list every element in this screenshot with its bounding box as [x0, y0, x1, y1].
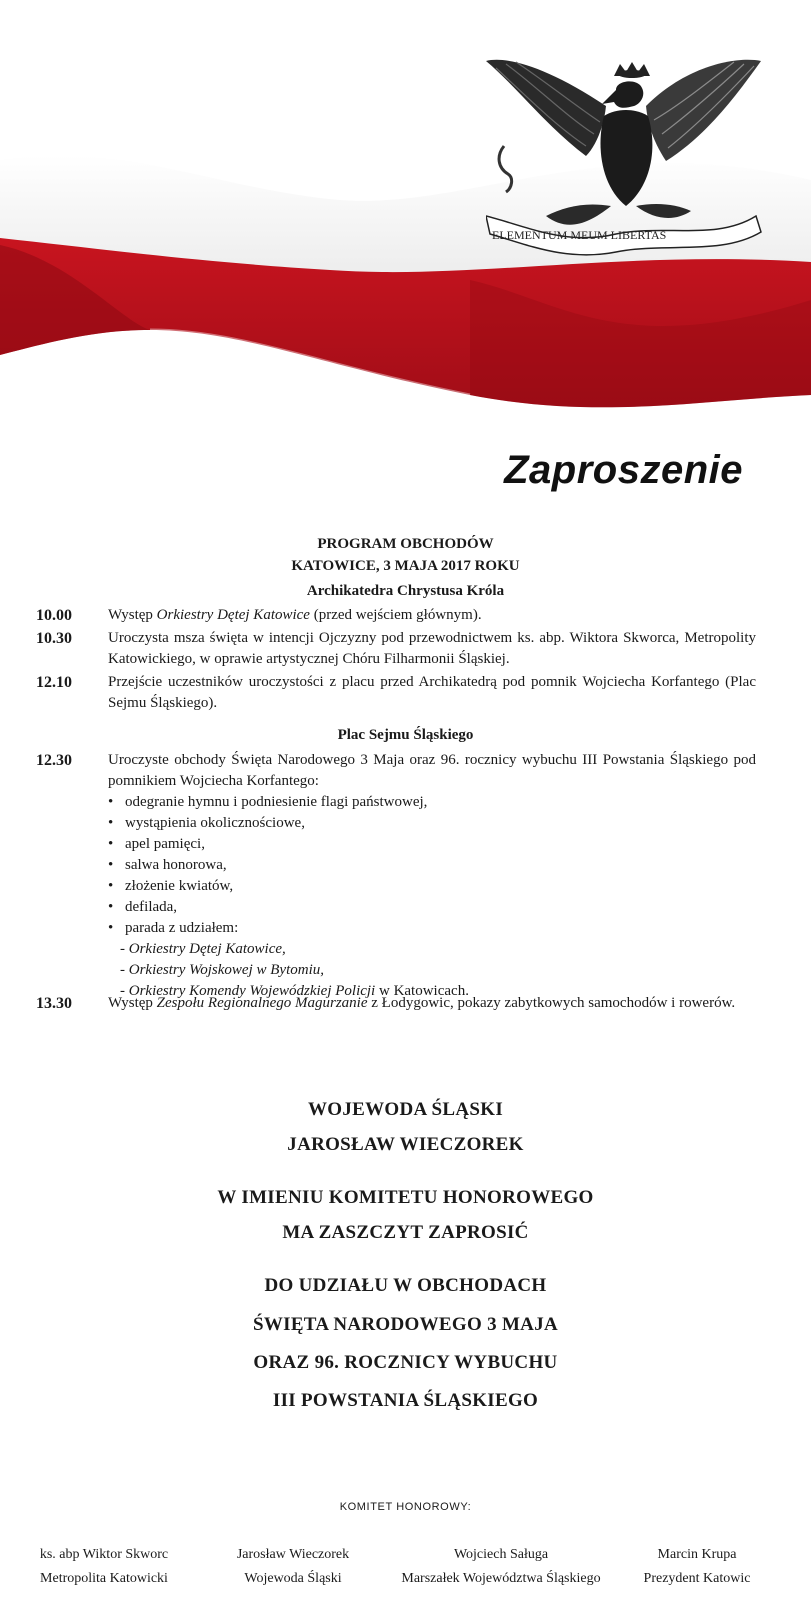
event-time: 12.30	[36, 752, 72, 769]
event-time: 12.10	[36, 674, 72, 691]
program-date: KATOWICE, 3 MAJA 2017 ROKU	[291, 558, 520, 574]
event-description: Przejście uczestników uroczystości z placu przed Archikatedrą pod pomnik Wojciecha Korfantego (Plac Sejmu Śląskiego).	[108, 674, 756, 711]
list-item: • odegranie hymnu i podniesienie flagi państwowej,	[108, 792, 748, 813]
member-role: Marszałek Województwa Śląskiego	[401, 1571, 601, 1586]
emblem-motto: ELEMENTUM MEUM LIBERTAS	[492, 228, 667, 242]
committee-member	[193, 1543, 393, 1591]
invitation-title: Zaproszenie	[504, 448, 743, 492]
member-role: Prezydent Katowic	[643, 1571, 751, 1586]
committee-member	[597, 1543, 797, 1591]
invitation-line: W IMIENIU KOMITETU HONOROWEGO	[217, 1187, 594, 1208]
list-item: • apel pamięci,	[108, 834, 748, 855]
member-name: Jarosław Wieczorek	[236, 1547, 350, 1562]
host-name: JAROSŁAW WIECZOREK	[287, 1134, 524, 1155]
member-name: ks. abp Wiktor Skworc	[39, 1547, 169, 1562]
member-name: Marcin Krupa	[657, 1547, 737, 1562]
event-time: 10.30	[36, 630, 72, 647]
member-role: Wojewoda Śląski	[244, 1571, 342, 1586]
list-item: • salwa honorowa,	[108, 855, 748, 876]
venue-heading: Plac Sejmu Śląskiego	[337, 727, 474, 743]
event-description: Uroczyste obchody Święta Narodowego 3 Maja oraz 96. rocznicy wybuchu III Powstania Śląskiego pod pomnikiem Wojciecha Korfantego:	[108, 752, 756, 789]
parade-item: - Orkiestry Wojskowej w Bytomiu,	[120, 962, 325, 978]
list-item: • parada z udziałem:	[108, 918, 748, 939]
list-item: • złożenie kwiatów,	[108, 876, 748, 897]
event-description: Występ Orkiestry Dętej Katowice (przed wejściem głównym).	[108, 607, 482, 623]
parade-item: - Orkiestry Komendy Wojewódzkiej Policji w Katowicach.	[120, 983, 469, 999]
crowned-eagle-icon	[486, 56, 776, 271]
event-time: 10.00	[36, 607, 72, 624]
invitation-line: ŚWIĘTA NARODOWEGO 3 MAJA	[252, 1314, 559, 1335]
list-item: • defilada,	[108, 897, 748, 918]
program-heading: PROGRAM OBCHODÓW	[317, 536, 494, 552]
program-row	[36, 993, 756, 1014]
venue-heading: Archikatedra Chrystusa Króla	[306, 583, 505, 599]
program-row	[36, 605, 756, 626]
event-time: 13.30	[36, 995, 72, 1012]
event-description: Uroczysta msza święta w intencji Ojczyzny pod przewodnictwem ks. abp. Wiktora Skworca, Metropolity Katowickiego, w oprawie artystycznej Chóru Filharmonii Śląskiej.	[108, 630, 756, 667]
parade-item: - Orkiestry Dętej Katowice,	[120, 941, 286, 957]
committee-member	[396, 1543, 606, 1591]
member-name: Wojciech Saługa	[453, 1547, 549, 1562]
invitation-line: III POWSTANIA ŚLĄSKIEGO	[272, 1390, 539, 1411]
host-title: WOJEWODA ŚLĄSKI	[307, 1099, 504, 1120]
program-row	[36, 628, 756, 670]
committee-member	[4, 1543, 204, 1591]
member-role: Metropolita Katowicki	[40, 1571, 168, 1586]
invitation-line: MA ZASZCZYT ZAPROSIĆ	[282, 1222, 529, 1243]
program-row	[36, 750, 756, 792]
ceremony-list	[108, 792, 748, 1002]
invitation-line: DO UDZIAŁU W OBCHODACH	[264, 1275, 547, 1296]
list-item: • wystąpienia okolicznościowe,	[108, 813, 748, 834]
committee-label: KOMITET HONOROWY:	[339, 1501, 472, 1513]
event-description: Występ Zespołu Regionalnego Magurzanie z Łodygowic, pokazy zabytkowych samochodów i rowerów.	[108, 995, 736, 1011]
program-row	[36, 672, 756, 714]
invitation-line: ORAZ 96. ROCZNICY WYBUCHU	[253, 1352, 558, 1373]
